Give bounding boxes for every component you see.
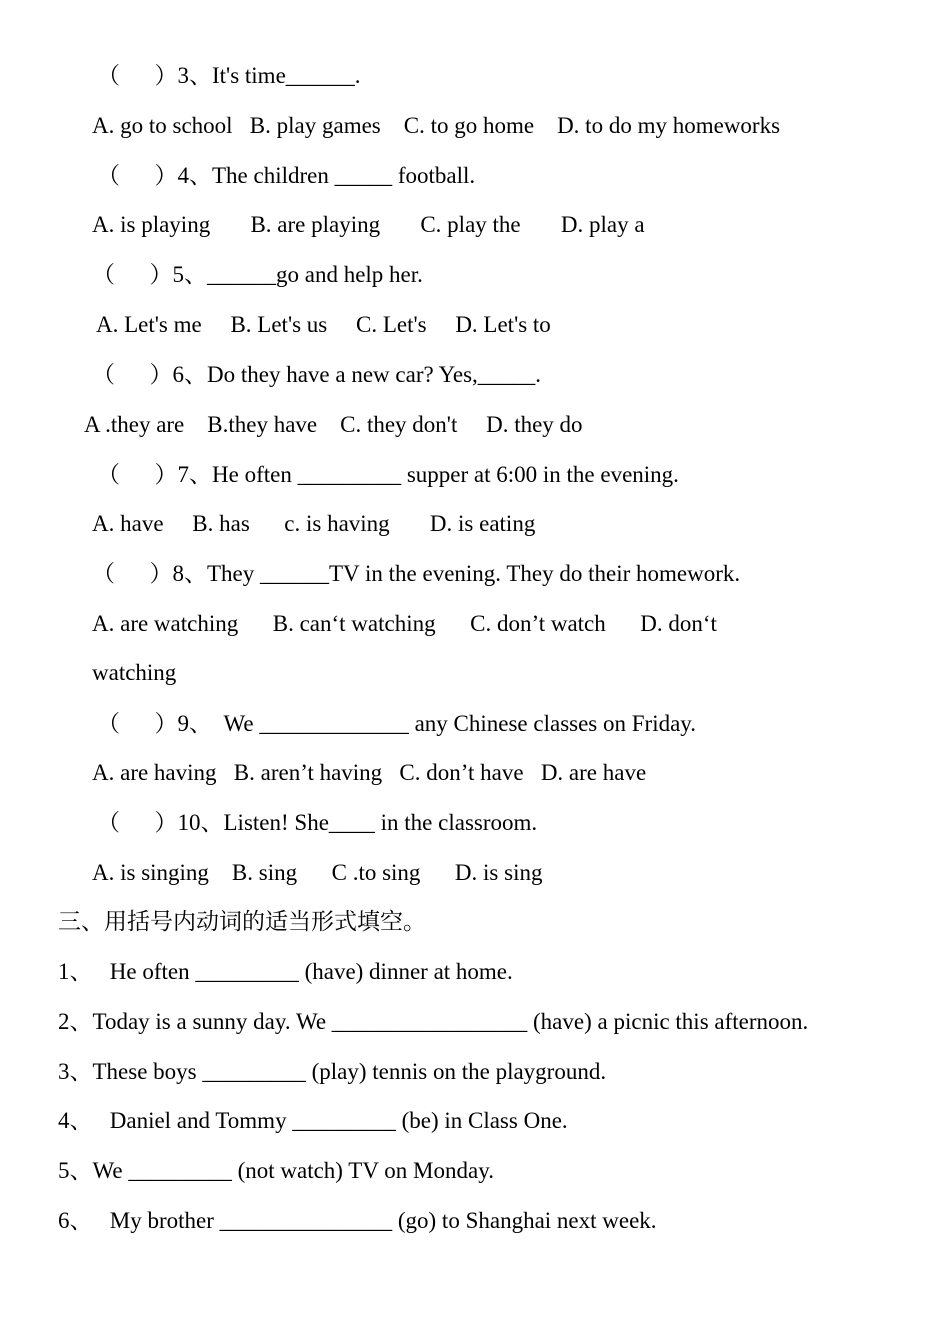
question-9-options: A. are having B. aren’t having C. don’t have D. are have	[92, 760, 647, 785]
question-8-options: A. are watching B. can‘t watching C. don’t watch D. don‘t	[92, 611, 717, 636]
question-4-stem: （ ）4、The children _____ football.	[97, 163, 476, 188]
fill-item-1: 1、 He often _________ (have) dinner at home.	[58, 959, 513, 984]
question-5-stem: （ ）5、______go and help her.	[92, 262, 423, 287]
question-3-stem: （ ）3、It's time______.	[97, 63, 361, 88]
question-7-options: A. have B. has c. is having D. is eating	[92, 511, 536, 536]
fill-item-3: 3、These boys _________ (play) tennis on the playground.	[58, 1059, 607, 1084]
question-6-options: A .they are B.they have C. they don't D. they do	[84, 412, 583, 437]
question-6-stem: （ ）6、Do they have a new car? Yes,_____.	[92, 362, 542, 387]
fill-item-2: 2、Today is a sunny day. We _________________ (have) a picnic this afternoon.	[58, 1009, 809, 1034]
question-9-stem: （ ）9、 We _____________ any Chinese classes on Friday.	[97, 711, 697, 736]
section-3-title: 三、用括号内动词的适当形式填空。	[58, 909, 426, 934]
question-10-stem: （ ）10、Listen! She____ in the classroom.	[97, 810, 538, 835]
fill-item-4: 4、 Daniel and Tommy _________ (be) in Class One.	[58, 1108, 568, 1133]
question-8-stem: （ ）8、They ______TV in the evening. They do their homework.	[92, 561, 741, 586]
question-5-options: A. Let's me B. Let's us C. Let's D. Let's to	[96, 312, 551, 337]
question-8-options-continued: watching	[92, 660, 177, 685]
fill-item-5: 5、We _________ (not watch) TV on Monday.	[58, 1158, 494, 1183]
fill-item-6: 6、 My brother _______________ (go) to Shanghai next week.	[58, 1208, 657, 1233]
question-3-options: A. go to school B. play games C. to go home D. to do my homeworks	[92, 113, 781, 138]
question-10-options: A. is singing B. sing C .to sing D. is sing	[92, 860, 543, 885]
question-7-stem: （ ）7、He often _________ supper at 6:00 in the evening.	[97, 462, 679, 487]
question-4-options: A. is playing B. are playing C. play the D. play a	[92, 212, 645, 237]
